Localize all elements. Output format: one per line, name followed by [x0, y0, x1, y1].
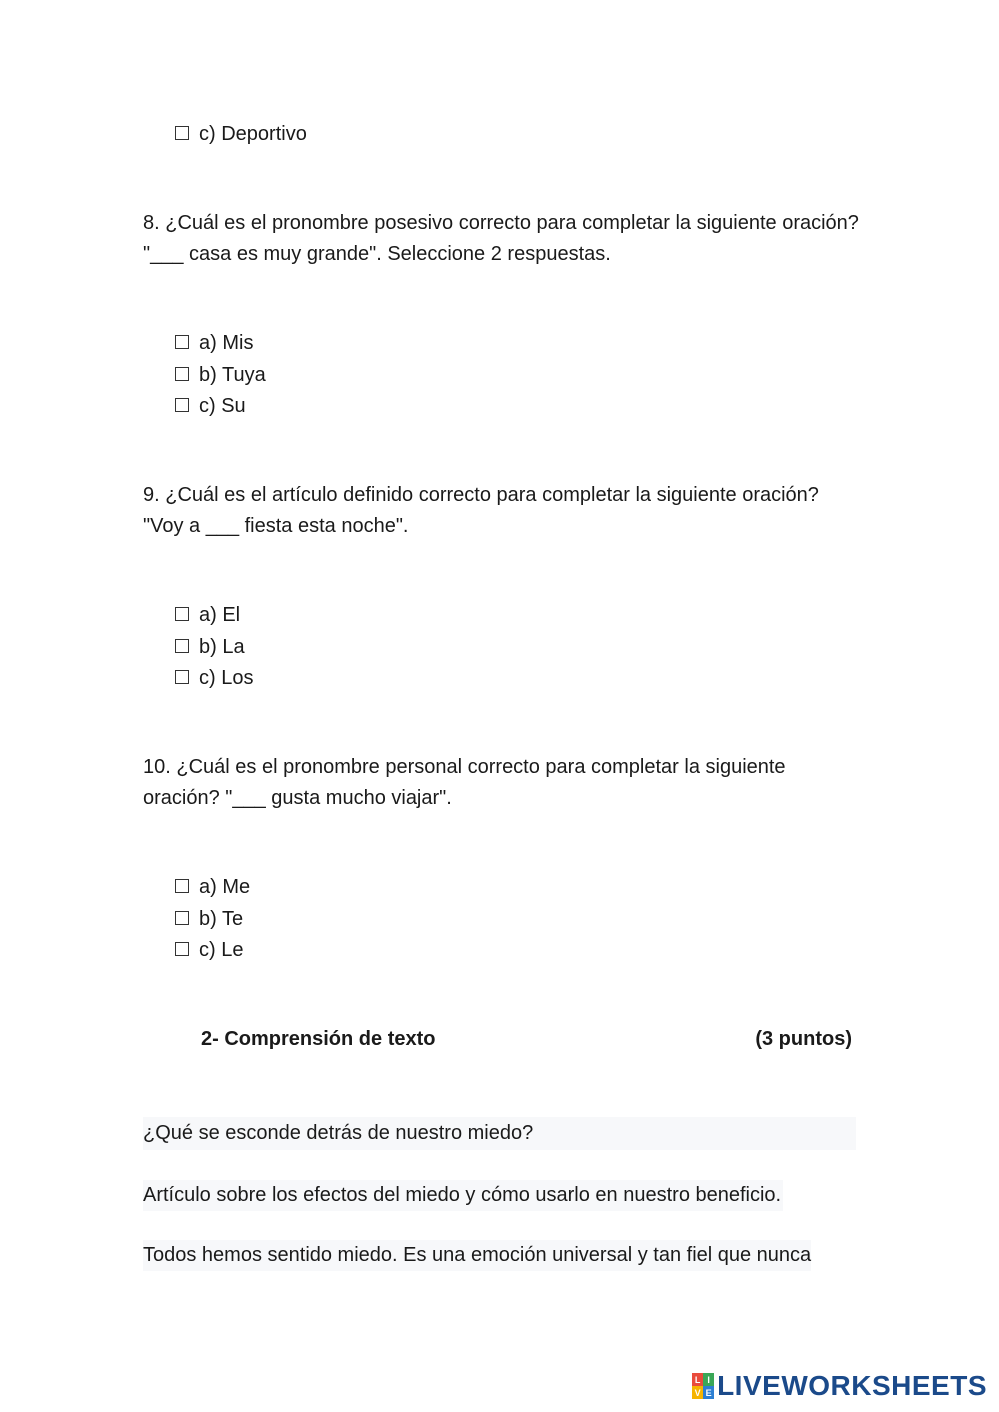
q8-option-b[interactable]: [175, 360, 266, 391]
liveworksheets-logo: [692, 1370, 987, 1402]
option-label: a) El: [199, 604, 241, 626]
checkbox[interactable]: [175, 335, 189, 349]
option-label: c) Los: [199, 667, 254, 689]
q10-option-a[interactable]: [175, 872, 250, 903]
q10-option-c[interactable]: [175, 935, 243, 966]
question-8-text: 8. ¿Cuál es el pronombre posesivo correcto para completar la siguiente oración? "___ casa es muy grande". Seleccione 2 respuestas.: [143, 212, 859, 265]
checkbox[interactable]: [175, 126, 189, 140]
section-2-points: (3 puntos): [755, 1028, 852, 1050]
option-label: c) Le: [199, 939, 244, 961]
option-label: b) Te: [199, 908, 244, 930]
logo-letter: E: [703, 1386, 714, 1399]
reading-subtitle: Artículo sobre los efectos del miedo y cómo usarlo en nuestro beneficio.: [143, 1180, 783, 1211]
logo-letter: V: [692, 1386, 703, 1399]
checkbox[interactable]: [175, 911, 189, 925]
question-9-text: 9. ¿Cuál es el artículo definido correcto para completar la siguiente oración? "Voy a ___ fiesta esta noche".: [143, 484, 819, 537]
q8-option-a[interactable]: [175, 328, 253, 359]
reading-title: ¿Qué se esconde detrás de nuestro miedo?: [143, 1117, 856, 1150]
q10-option-b[interactable]: [175, 904, 243, 935]
option-label: a) Me: [199, 876, 251, 898]
option-label: b) Tuya: [199, 364, 266, 386]
logo-letter: L: [692, 1373, 703, 1386]
q8-option-c[interactable]: [175, 391, 246, 422]
section-2-title: 2- Comprensión de texto: [201, 1028, 436, 1050]
question-10-text: 10. ¿Cuál es el pronombre personal correcto para completar la siguiente oración? "___ gusta mucho viajar".: [143, 756, 786, 809]
q9-option-a[interactable]: [175, 600, 240, 631]
q9-option-b[interactable]: [175, 632, 245, 663]
q9-option-c[interactable]: [175, 663, 253, 694]
checkbox[interactable]: [175, 367, 189, 381]
logo-text: LIVEWORKSHEETS: [717, 1370, 987, 1401]
checkbox[interactable]: [175, 607, 189, 621]
option-label: c) Su: [199, 395, 246, 417]
checkbox[interactable]: [175, 639, 189, 653]
logo-mark-icon: [692, 1373, 714, 1399]
option-label: c) Deportivo: [199, 123, 307, 145]
option-label: b) La: [199, 636, 245, 658]
checkbox[interactable]: [175, 398, 189, 412]
checkbox[interactable]: [175, 879, 189, 893]
checkbox[interactable]: [175, 670, 189, 684]
checkbox[interactable]: [175, 942, 189, 956]
logo-letter: I: [703, 1373, 714, 1386]
reading-first-line: Todos hemos sentido miedo. Es una emoción universal y tan fiel que nunca: [143, 1240, 811, 1271]
option-label: a) Mis: [199, 332, 254, 354]
q7-option-c[interactable]: [175, 119, 307, 150]
